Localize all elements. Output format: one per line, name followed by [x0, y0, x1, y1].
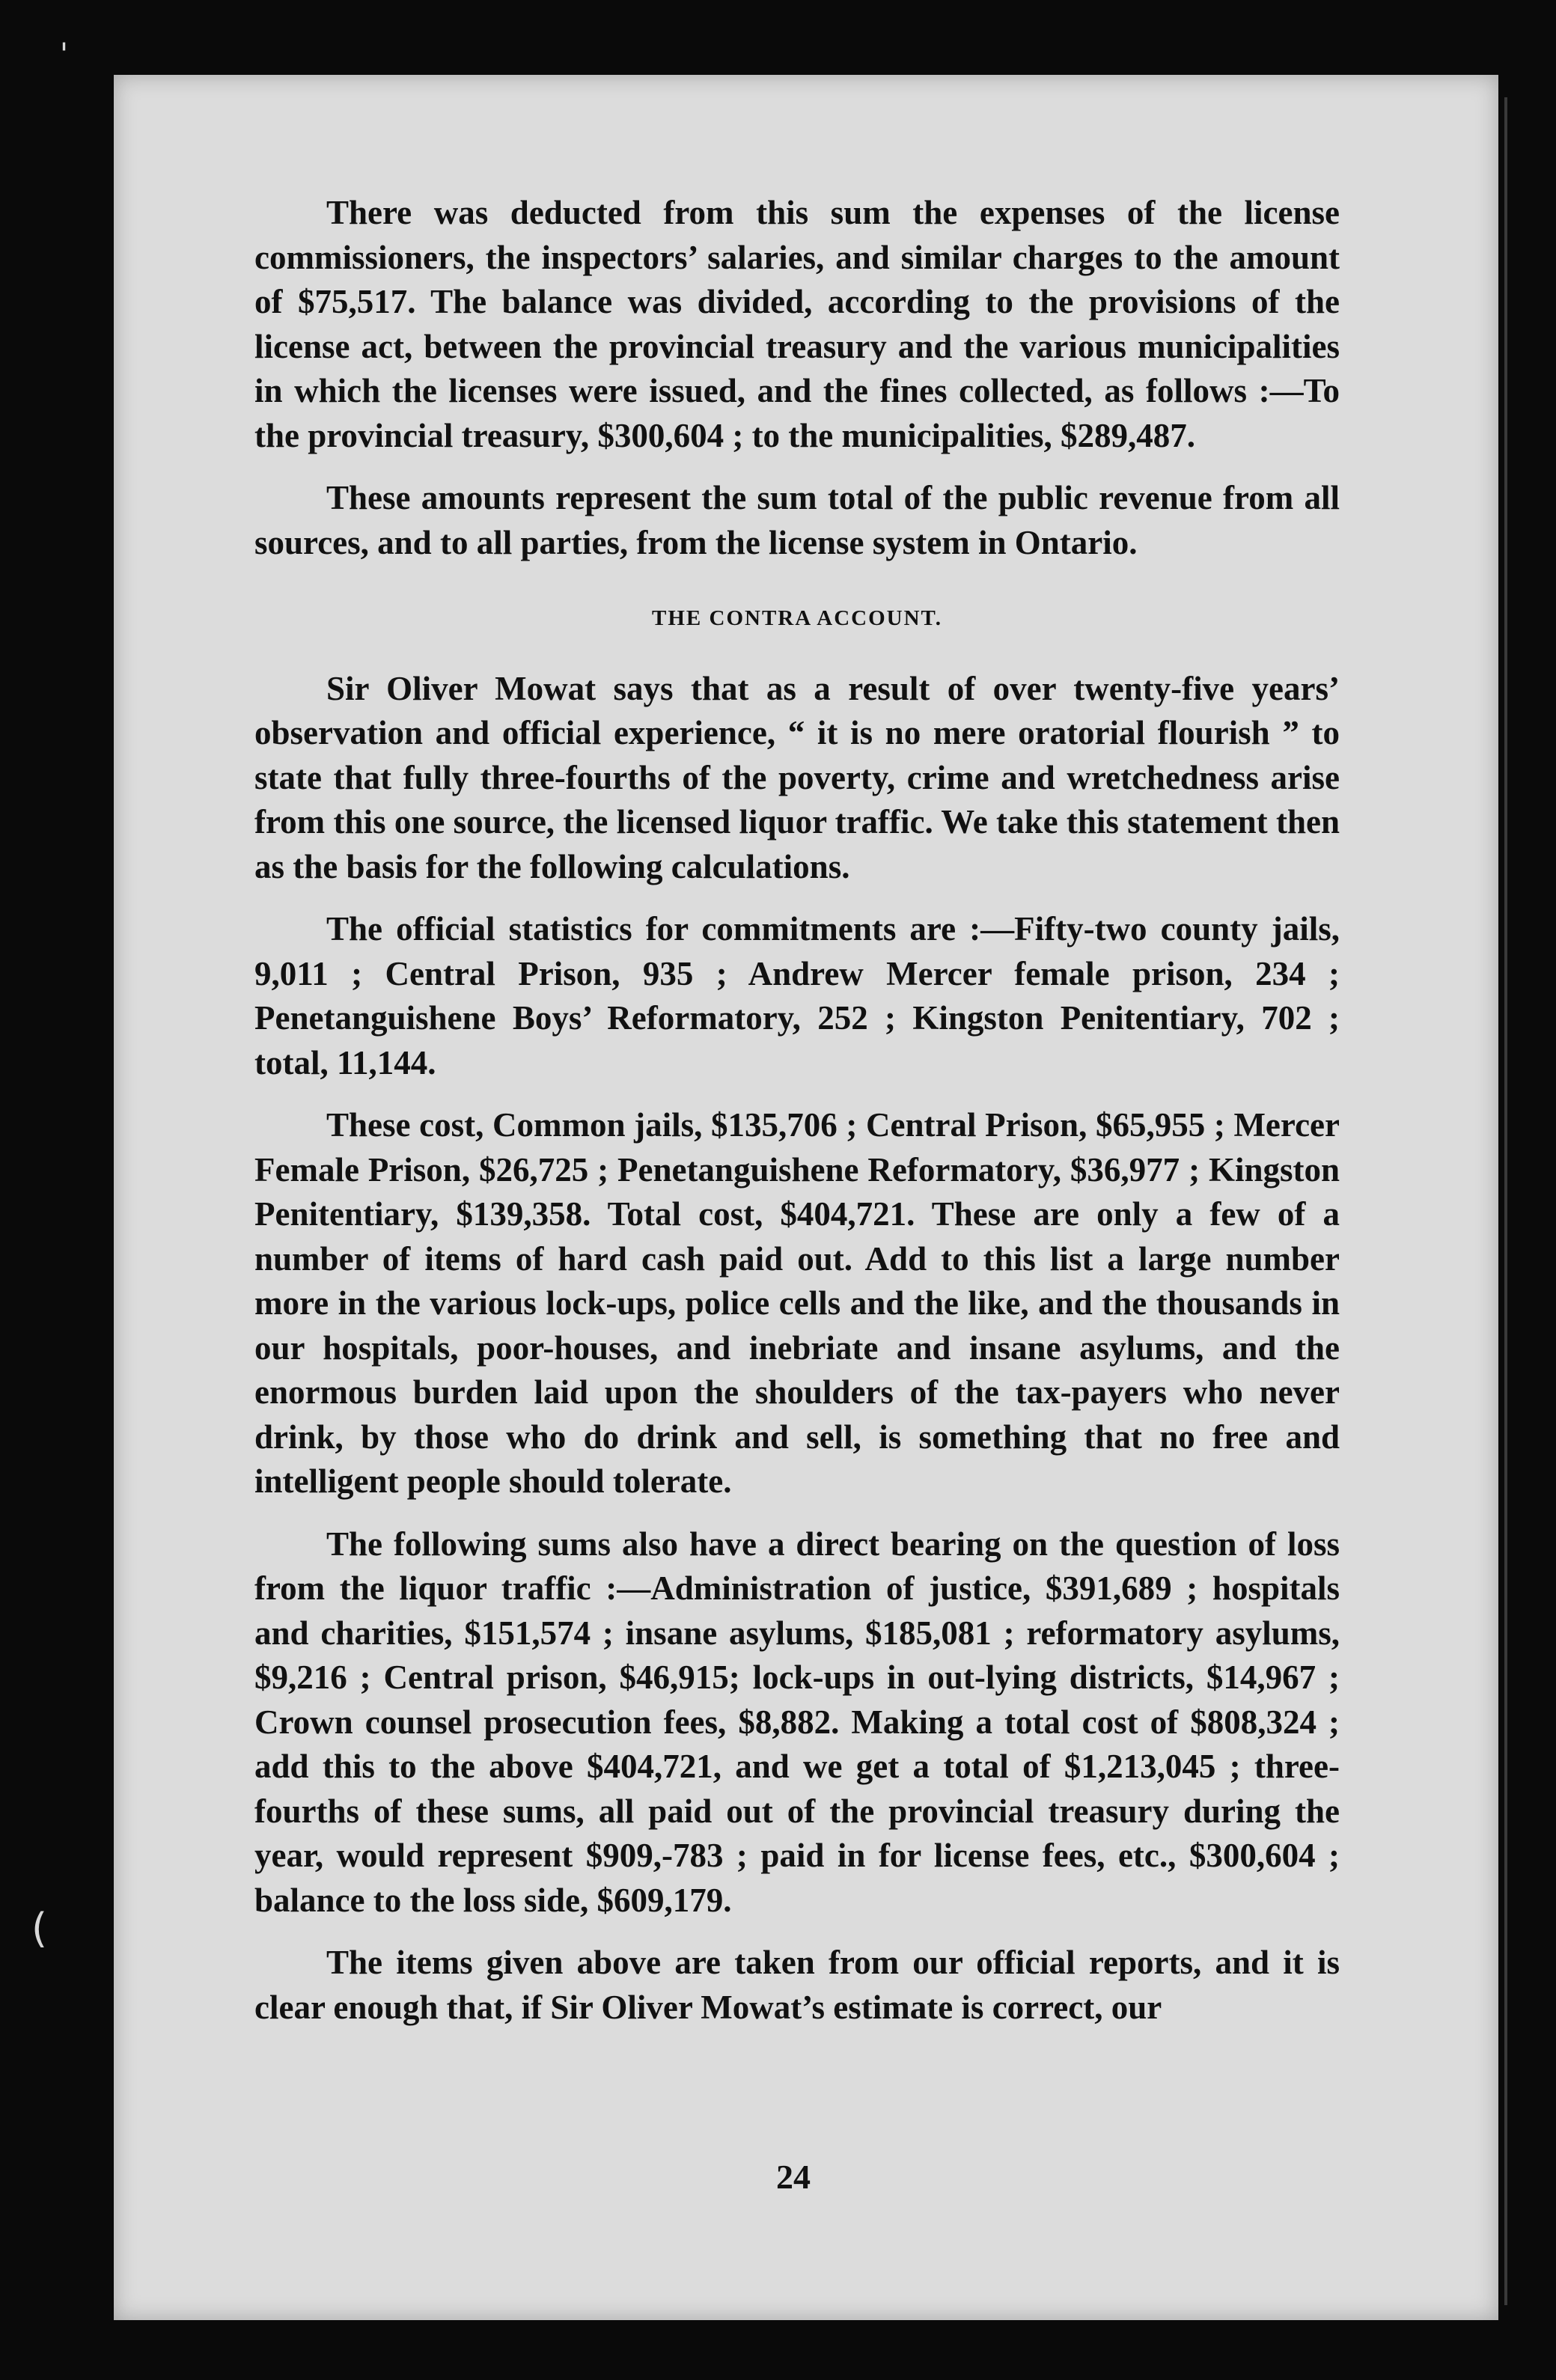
paragraph: These amounts represent the sum total of the public revenue from all sources, and to all parties, from the license system in Ontario.	[254, 479, 1340, 561]
section-heading: THE CONTRA ACCOUNT.	[652, 606, 942, 630]
paragraph: The items given above are taken from our official reports, and it is clear enough that, if Sir Oliver Mowat’s estimate is correct, our	[254, 1944, 1340, 2026]
margin-mark-paren: (	[31, 1905, 48, 1952]
paragraph: Sir Oliver Mowat says that as a result of over twenty-five years’ observation and official experience, “ it is no mere oratorial flourish ” to state that fully three-fourths of the poverty, crime and wretchedness arise from this one source, the licensed liquor traffic. We take this statement then as the basis for the following calculations.	[254, 669, 1340, 885]
page-body	[254, 191, 1340, 2048]
page-number: 24	[776, 2158, 811, 2196]
paragraph: The following sums also have a direct bearing on the question of loss from the liquor traffic :—Administration of justice, $391,689 ; hospitals and charities, $151,574 ; insane asylums, $185,081 ; reformatory asylums, $9,216 ; Central prison, $46,915; lock-ups in out-lying districts, $14,967 ; Crown counsel prosecution fees, $8,882. Making a total cost of $808,324 ; add this to the above $404,721, and we get a total of $1,213,045 ; three-fourths of these sums, all paid out of the provincial treasury during the year, would represent $909,-783 ; paid in for license fees, etc., $300,604 ; balance to the loss side, $609,179.	[254, 1525, 1340, 1919]
facing-page-edge	[1504, 97, 1556, 2305]
paragraph: The official statistics for commitments are :—Fifty-two county jails, 9,011 ; Central Prison, 935 ; Andrew Mercer female prison, 234 ; Penetanguishene Boys’ Reformatory, 252 ; Kingston Penitentiary, 702 ; total, 11,144.	[254, 910, 1340, 1081]
paragraph: These cost, Common jails, $135,706 ; Central Prison, $65,955 ; Mercer Female Prison, $26,725 ; Penetanguishene Reformatory, $36,977 ; Kingston Penitentiary, $139,358. Total cost, $404,721. These are only a few of a number of items of hard cash paid out. Add to this list a large number more in the various lock-ups, police cells and the like, and the thousands in our hospitals, poor-houses, and inebriate and insane asylums, and the enormous burden laid upon the shoulders of the tax-payers who never drink, by those who do drink and sell, is something that no free and intelligent people should tolerate.	[254, 1106, 1340, 1500]
paragraph: There was deducted from this sum the expenses of the license commissioners, the inspectors’ salaries, and similar charges to the amount of $75,517. The balance was divided, according to the provisions of the license act, between the provincial treasury and the various municipalities in which the licenses were issued, and the fines collected, as follows :—To the provincial treasury, $300,604 ; to the municipalities, $289,487.	[254, 194, 1340, 454]
margin-mark-top: '	[60, 37, 68, 72]
